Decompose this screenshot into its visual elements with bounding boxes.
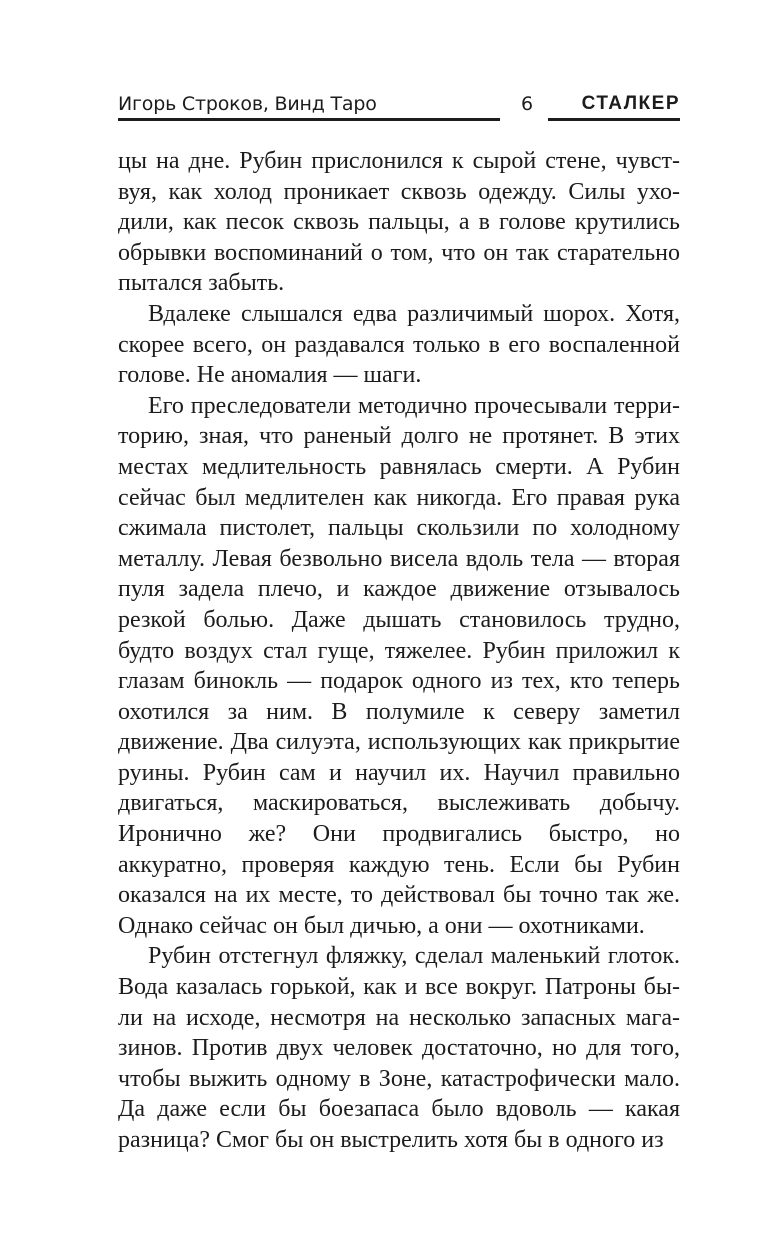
- paragraph: Рубин отстегнул фляжку, сделал маленький глоток. Вода казалась горькой, как и все вокруг. Патроны были на исходе, несмотря на несколько запасных магазинов. Против двух человек достаточно, но для того, чтобы выжить одному в Зоне, катастрофически мало. Да даже если бы боезапаса было вдоволь — какая разница? Смог бы он выстрелить хотя бы в одного из: [118, 943, 680, 1153]
- page-body: [118, 146, 680, 1156]
- paragraph: цы на дне. Рубин прислонился к сырой стене, чувствуя, как холод проникает сквозь одежду. Силы уходили, как песок сквозь пальцы, а в голове крутились обрывки воспоминаний о том, что он так старательно пытался забыть.: [118, 148, 680, 297]
- paragraph: Его преследователи методично прочесывали территорию, зная, что раненый долго не протянет. В этих местах медлительность равнялась смерти. А Рубин сейчас был медлителен как никогда. Его правая рука сжимала пистолет, пальцы скользили по холодному металлу. Левая безвольно висела вдоль тела — вторая пуля задела плечо, и каждое движение отзывалось резкой болью. Даже дышать становилось трудно, будто воздух стал гуще, тяжелее. Рубин приложил к глазам бинокль — подарок одного из тех, кто теперь охотился за ним. В полумиле к северу заметил движение. Два силуэта, использующих как прикрытие руины. Рубин сам и научил их. Научил правильно двигаться, маскироваться, выслеживать добычу. Иронично же? Они продвигались быстро, но аккуратно, проверяя каждую тень. Если бы Рубин оказался на их месте, то действовал бы точно так же. Однако сейчас он был дичью, а они — охотниками.: [118, 392, 680, 939]
- running-header: [118, 90, 680, 124]
- page-number: 6: [520, 93, 534, 115]
- paragraph: Вдалеке слышался едва различимый шорох. Хотя, скорее всего, он раздавался только в его воспаленной голове. Не аномалия — шаги.: [118, 300, 680, 389]
- header-author: Игорь Строков, Винд Таро: [118, 92, 500, 121]
- header-series-title: СТАЛКЕР: [548, 92, 680, 121]
